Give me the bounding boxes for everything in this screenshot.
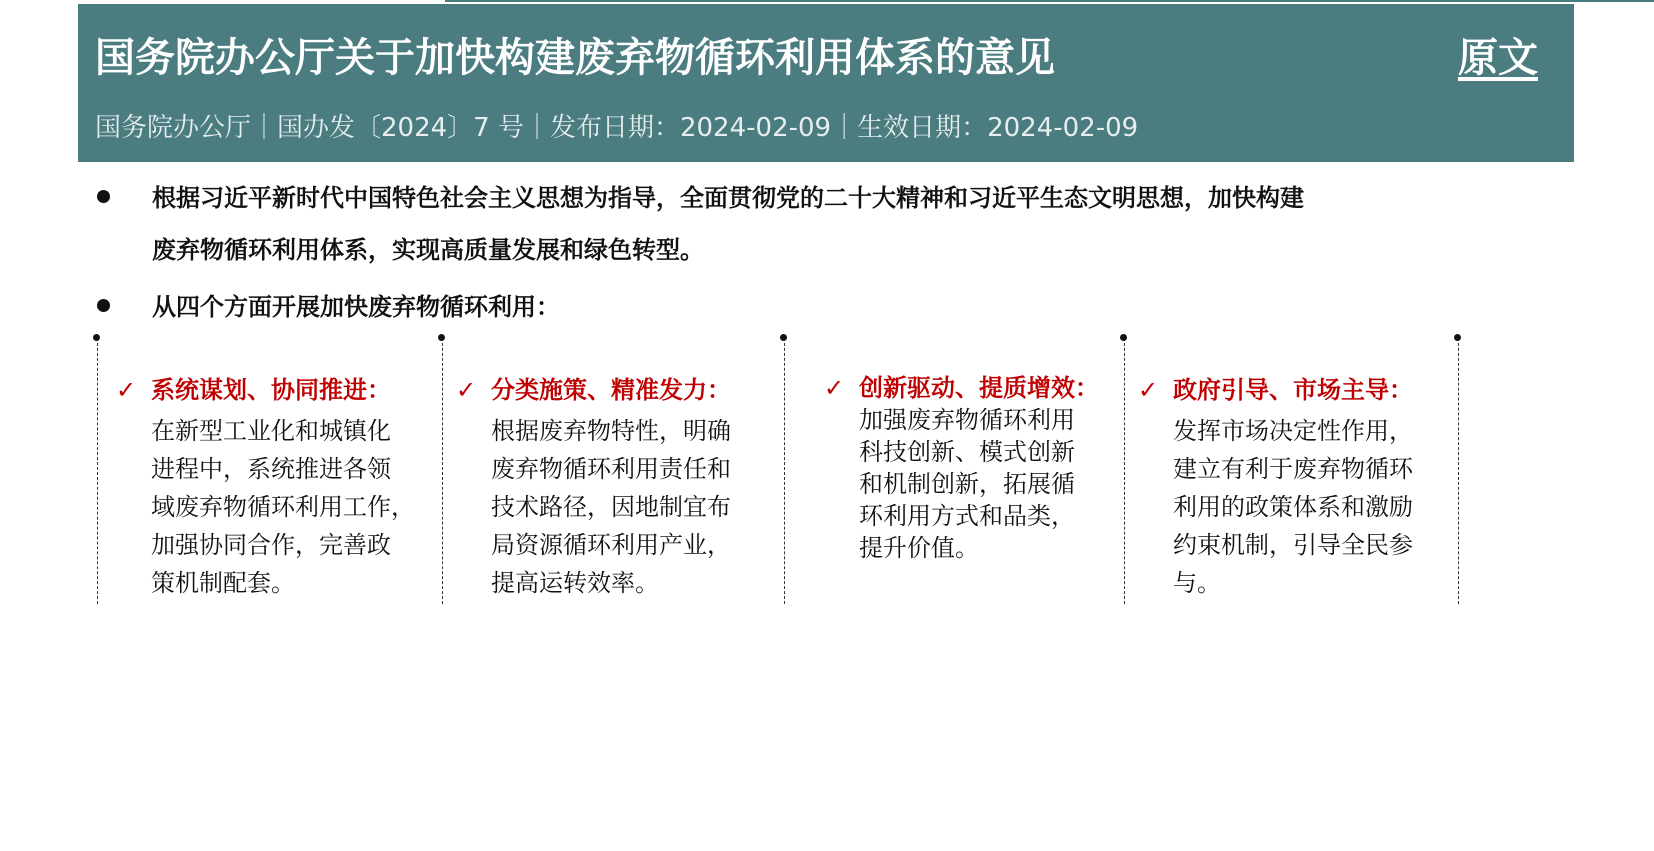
document-meta: 国务院办公厅｜国办发〔2024〕7 号｜发布日期：2024-02-09｜生效日期：2024-02-09 [95, 113, 1139, 143]
aspect-line: 提高运转效率。 [491, 569, 659, 597]
aspect-line: 利用的政策体系和激励 [1173, 493, 1413, 521]
column-divider [97, 338, 98, 604]
column-divider [442, 338, 443, 604]
check-icon: ✓ [1138, 376, 1159, 404]
aspect-line: 环利用方式和品类， [859, 502, 1075, 530]
aspect-title: 分类施策、精准发力： [491, 376, 731, 404]
column-divider [784, 338, 785, 604]
intro-line-1: 根据习近平新时代中国特色社会主义思想为指导，全面贯彻党的二十大精神和习近平生态文明思想，加快构建 [152, 184, 1304, 212]
column-divider [1124, 338, 1125, 604]
check-icon: ✓ [116, 376, 137, 404]
aspect-line: 约束机制，引导全民参 [1173, 531, 1413, 559]
aspect-line: 局资源循环利用产业， [491, 531, 731, 559]
aspect-line: 和机制创新，拓展循 [859, 470, 1075, 498]
aspect-title: 系统谋划、协同推进： [151, 376, 391, 404]
aspect-title: 创新驱动、提质增效： [859, 374, 1099, 402]
aspect-line: 科技创新、模式创新 [859, 438, 1075, 466]
aspects-heading [152, 281, 1572, 333]
aspect-line: 根据废弃物特性，明确 [491, 417, 731, 445]
aspect-line: 策机制配套。 [151, 569, 295, 597]
aspect-line: 发挥市场决定性作用， [1173, 417, 1413, 445]
aspects-heading-text: 从四个方面开展加快废弃物循环利用： [152, 293, 560, 321]
aspect-body [491, 412, 731, 602]
aspect-line: 建立有利于废弃物循环 [1173, 455, 1413, 483]
source-link[interactable]: 原文 [1458, 35, 1538, 81]
aspect-line: 技术路径，因地制宜布 [491, 493, 731, 521]
aspect-body [859, 404, 1075, 564]
bullet-dot [95, 188, 115, 208]
aspect-line: 废弃物循环利用责任和 [491, 455, 731, 483]
header-banner [78, 4, 1574, 162]
check-icon: ✓ [824, 374, 845, 402]
aspect-line: 在新型工业化和城镇化 [151, 417, 391, 445]
check-icon: ✓ [456, 376, 477, 404]
top-accent-line [445, 0, 1654, 2]
aspect-line: 提升价值。 [859, 534, 979, 562]
aspect-body [151, 412, 415, 602]
aspect-line: 域废弃物循环利用工作， [151, 493, 415, 521]
aspect-body [1173, 412, 1413, 602]
aspect-line: 加强协同合作，完善政 [151, 531, 391, 559]
aspect-title: 政府引导、市场主导： [1173, 376, 1413, 404]
aspect-line: 与。 [1173, 569, 1221, 597]
page-title: 国务院办公厅关于加快构建废弃物循环利用体系的意见 [95, 35, 1055, 81]
aspect-line: 加强废弃物循环利用 [859, 406, 1075, 434]
intro-paragraph [152, 172, 1572, 276]
bullet-dot [95, 297, 115, 317]
intro-line-2: 废弃物循环利用体系，实现高质量发展和绿色转型。 [152, 236, 704, 264]
aspect-line: 进程中，系统推进各领 [151, 455, 391, 483]
column-divider [1458, 338, 1459, 604]
